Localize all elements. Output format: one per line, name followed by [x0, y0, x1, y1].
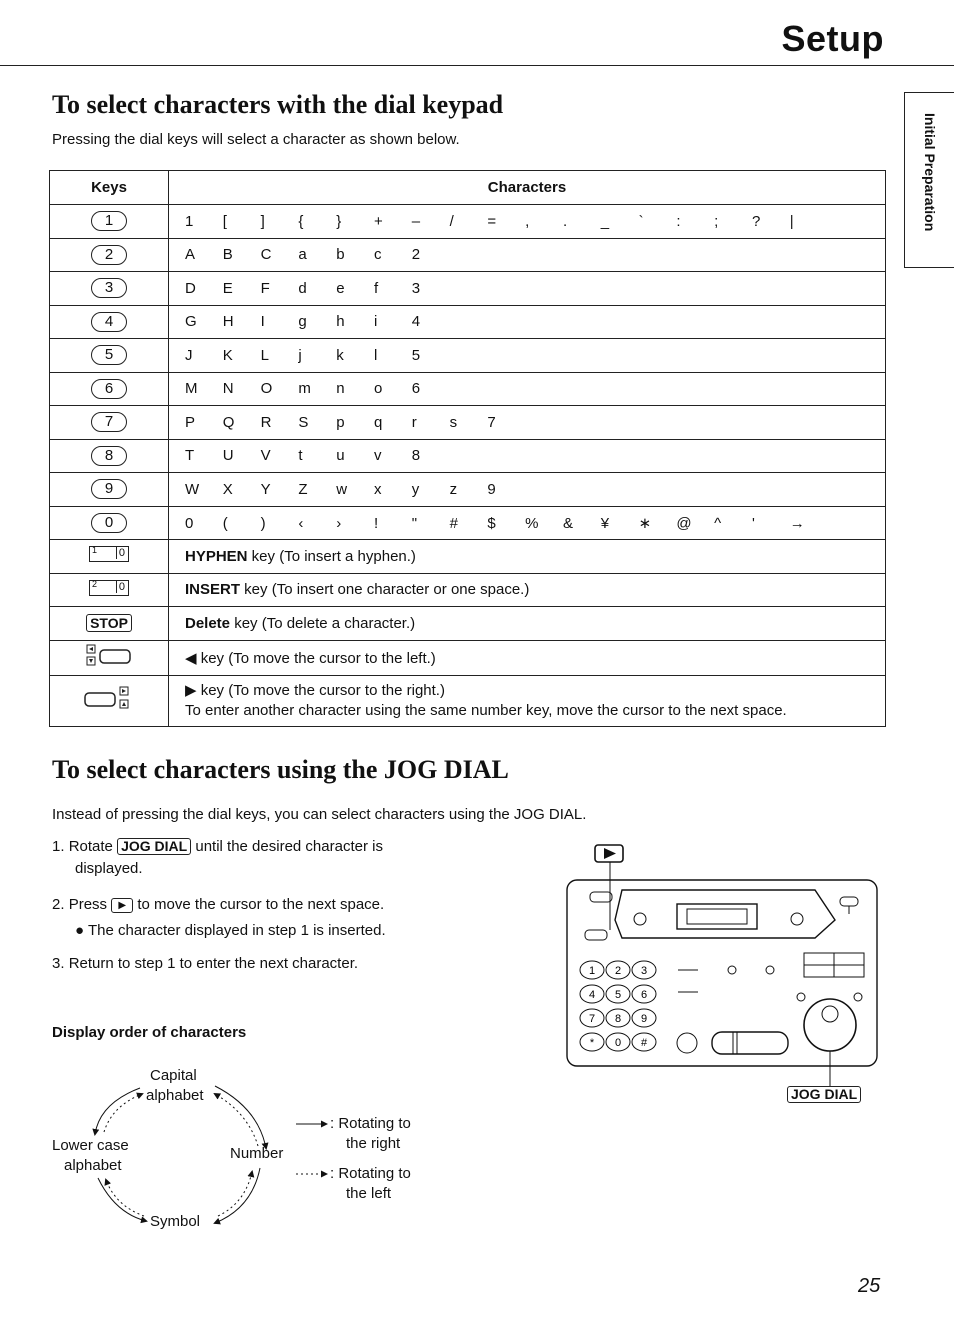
jog-dial-label — [787, 1086, 861, 1104]
insert-key-desc — [169, 573, 886, 607]
right-key-text-2: To enter another character using the same number key, move the cursor to the next space. — [185, 701, 787, 719]
characters-cell — [169, 473, 886, 507]
table-row-left — [50, 640, 886, 675]
character: t — [298, 447, 303, 465]
dotted-arrow-lower-to-capital — [104, 1094, 142, 1132]
character: 3 — [411, 279, 421, 297]
character: ? — [751, 212, 761, 230]
device-key-label: 3 — [640, 965, 648, 977]
step-3-text: Return to step 1 to enter the next character. — [68, 955, 359, 972]
table-row-key-1 — [50, 238, 886, 272]
character: ` — [638, 212, 644, 230]
device-key-label: 1 — [588, 965, 596, 977]
character: D — [185, 279, 196, 297]
key-cell — [50, 205, 169, 239]
character: 7 — [487, 413, 496, 431]
character: % — [525, 514, 539, 532]
characters-cell — [169, 238, 886, 272]
dial-key-icon: 7 — [91, 412, 127, 432]
character: B — [222, 246, 233, 264]
left-key-cell — [50, 640, 169, 675]
character: 0 — [185, 514, 194, 532]
key-cell — [50, 506, 169, 540]
table-row-right — [50, 675, 886, 726]
lcd-screen — [677, 904, 757, 929]
character: m — [298, 380, 311, 398]
character: A — [185, 246, 196, 264]
hyphen-key-icon: 1 0 — [89, 546, 129, 562]
character: P — [185, 413, 196, 431]
character: O — [260, 380, 273, 398]
character: K — [222, 346, 233, 364]
table-row-stop — [50, 607, 886, 641]
insert-key-cell — [50, 573, 169, 607]
character: ; — [714, 212, 719, 230]
table-row-insert — [50, 573, 886, 607]
hyphen-key-cell — [50, 540, 169, 574]
jog-dial-key-label: JOG DIAL — [787, 1086, 861, 1103]
device-key-label: 2 — [614, 965, 622, 977]
character: ^ — [714, 514, 722, 532]
character: s — [449, 413, 458, 431]
character: n — [336, 380, 345, 398]
characters-cell — [169, 205, 886, 239]
left-key-desc: ◀ key (To move the cursor to the left.) — [169, 640, 886, 675]
header-rule — [0, 65, 954, 66]
table-row-key-7 — [50, 439, 886, 473]
character: M — [185, 380, 198, 398]
character: L — [260, 346, 269, 364]
device-key-label: 8 — [614, 1013, 622, 1025]
section1-intro: Pressing the dial keys will select a character as shown below. — [52, 131, 460, 148]
display-panel — [615, 890, 835, 938]
page-number: 25 — [858, 1275, 881, 1297]
character: W — [185, 480, 200, 498]
character: v — [373, 447, 382, 465]
device-key-label: 5 — [614, 989, 622, 1001]
character: J — [185, 346, 193, 364]
character: S — [298, 413, 309, 431]
digit-rows — [50, 205, 886, 540]
characters-cell — [169, 305, 886, 339]
key-cell — [50, 473, 169, 507]
characters-cell — [169, 272, 886, 306]
character: C — [260, 246, 272, 264]
character: u — [336, 447, 345, 465]
step-2-text-a: Press — [68, 896, 112, 913]
character: 6 — [411, 380, 421, 398]
lowercase-label: Lower case — [52, 1137, 129, 1154]
right-arrow-key-icon: ▶ — [111, 898, 133, 913]
step-3 — [52, 955, 358, 972]
character: 8 — [411, 447, 421, 465]
character: 1 — [185, 212, 194, 230]
step-2-text-b: to move the cursor to the next space. — [133, 896, 385, 913]
step-1-text-c: displayed. — [75, 860, 143, 877]
step-2 — [52, 892, 472, 944]
table-row-key-8 — [50, 473, 886, 507]
character: a — [298, 246, 307, 264]
device-key-label: * — [589, 1037, 595, 1049]
character: i — [373, 313, 378, 331]
device-keypad — [580, 961, 656, 1051]
character: j — [298, 346, 302, 364]
character: F — [260, 279, 270, 297]
character: c — [373, 246, 382, 264]
section-title: Setup — [781, 18, 884, 59]
character: 4 — [411, 313, 421, 331]
character: › — [336, 514, 342, 532]
character: ' — [751, 514, 755, 532]
col-header-keys: Keys — [50, 171, 169, 205]
right-cursor-key-icon — [83, 685, 135, 713]
side-tab — [904, 92, 954, 268]
dial-key-icon: 4 — [91, 312, 127, 332]
character: → — [789, 514, 805, 532]
character: l — [373, 346, 378, 364]
arrow-capital-to-lower — [95, 1088, 140, 1134]
stop-key-desc — [169, 607, 886, 641]
section2-title: To select characters using the JOG DIAL — [52, 755, 509, 784]
character: : — [676, 212, 681, 230]
step-3-number: 3. — [52, 955, 65, 972]
number-label: Number — [230, 1145, 284, 1162]
step-2-bullet: ● The character displayed in step 1 is inserted. — [75, 922, 386, 939]
step-1-number: 1. — [52, 838, 65, 855]
table-row-key-9 — [50, 506, 886, 540]
arrow-capital-to-number — [215, 1086, 266, 1148]
character: I — [260, 313, 265, 331]
character: # — [449, 514, 458, 532]
character: x — [373, 480, 382, 498]
character: ) — [260, 514, 266, 532]
table-row-key-2 — [50, 272, 886, 306]
character: r — [411, 413, 417, 431]
character: z — [449, 480, 458, 498]
character: / — [449, 212, 454, 230]
character: ¥ — [600, 514, 610, 532]
character: 9 — [487, 480, 496, 498]
jog-dial-key-inline: JOG DIAL — [117, 838, 191, 855]
character: k — [336, 346, 344, 364]
key-cell — [50, 439, 169, 473]
side-tab-label: Initial Preparation — [922, 113, 938, 232]
character: & — [562, 514, 573, 532]
character: ! — [373, 514, 379, 532]
character: – — [411, 212, 421, 230]
step-1-text-b: until the desired character is — [191, 838, 383, 855]
character: H — [222, 313, 234, 331]
character: G — [185, 313, 197, 331]
stop-key-cell — [50, 607, 169, 641]
character: y — [411, 480, 420, 498]
character: ‹ — [298, 514, 304, 532]
character: ] — [260, 212, 265, 230]
legend-right-2: the right — [346, 1135, 401, 1152]
character: , — [525, 212, 530, 230]
device-body — [567, 880, 877, 1066]
device-key-label: 4 — [588, 989, 596, 1001]
character: E — [222, 279, 233, 297]
character: o — [373, 380, 383, 398]
dial-key-icon: 9 — [91, 479, 127, 499]
device-key-label: 9 — [640, 1013, 648, 1025]
dial-key-icon: 2 — [91, 245, 127, 265]
insert-key-label: INSERT — [185, 581, 241, 599]
key-cell — [50, 238, 169, 272]
col-header-characters: Characters — [169, 171, 886, 205]
insert-key-text: key (To insert one character or one space.) — [240, 581, 530, 599]
character: . — [562, 212, 568, 230]
display-order-title: Display order of characters — [52, 1024, 247, 1041]
legend-left-2: the left — [346, 1185, 392, 1202]
key-cell — [50, 372, 169, 406]
table-row-key-3 — [50, 305, 886, 339]
device-key-label: 0 — [614, 1037, 622, 1049]
right-key-cell — [50, 675, 169, 726]
insert-key-icon: 2 0 — [89, 580, 129, 596]
hyphen-key-label: HYPHEN — [185, 547, 248, 565]
character: b — [336, 246, 345, 264]
legend-left-1: : Rotating to — [330, 1165, 411, 1182]
table-row-key-0 — [50, 205, 886, 239]
key-cell — [50, 305, 169, 339]
hyphen-key-desc — [169, 540, 886, 574]
character: + — [373, 212, 383, 230]
arrow-lower-to-symbol — [98, 1178, 146, 1221]
device-key-label: 7 — [588, 1013, 596, 1025]
character: { — [298, 212, 304, 230]
character: } — [336, 212, 342, 230]
character: Z — [298, 480, 308, 498]
right-key-text-1: ▶ key (To move the cursor to the right.) — [185, 681, 445, 699]
alphabet-label-1: alphabet — [146, 1087, 204, 1104]
characters-cell — [169, 372, 886, 406]
character: $ — [487, 514, 496, 532]
character: | — [789, 212, 794, 230]
dotted-arrow-number-to-capital — [215, 1094, 258, 1146]
section1-title: To select characters with the dial keypad — [52, 90, 504, 119]
step-1-text-a: Rotate — [68, 838, 118, 855]
key-cell — [50, 406, 169, 440]
display-order-diagram — [40, 1058, 460, 1238]
dial-key-icon: 1 — [91, 211, 127, 231]
character: R — [260, 413, 272, 431]
character: w — [336, 480, 348, 498]
character: q — [373, 413, 383, 431]
step-2-number: 2. — [52, 896, 65, 913]
step-1 — [52, 836, 472, 880]
character: [ — [222, 212, 227, 230]
dial-key-icon: 0 — [91, 513, 127, 533]
character: V — [260, 447, 271, 465]
character: 5 — [411, 346, 421, 364]
table-row-key-5 — [50, 372, 886, 406]
character: = — [487, 212, 497, 230]
hyphen-key-text: key (To insert a hyphen.) — [247, 547, 416, 565]
capital-label: Capital — [150, 1067, 197, 1084]
character: ∗ — [638, 514, 652, 532]
character: p — [336, 413, 345, 431]
stop-key-text: key (To delete a character.) — [230, 614, 416, 632]
dial-key-icon: 5 — [91, 345, 127, 365]
character: e — [336, 279, 345, 297]
characters-cell — [169, 406, 886, 440]
character: d — [298, 279, 307, 297]
dial-key-icon: 8 — [91, 446, 127, 466]
stop-key-icon: STOP — [86, 614, 132, 632]
key-character-table — [49, 170, 886, 727]
dotted-arrow-symbol-to-number — [218, 1172, 252, 1216]
dial-key-icon: 3 — [91, 278, 127, 298]
characters-cell — [169, 439, 886, 473]
key-cell — [50, 272, 169, 306]
character: X — [222, 480, 233, 498]
character: _ — [600, 212, 610, 230]
fax-device-illustration — [560, 842, 890, 1107]
character: Y — [260, 480, 271, 498]
character: f — [373, 279, 379, 297]
delete-label: Delete — [185, 614, 231, 632]
character: @ — [676, 514, 692, 532]
character: T — [185, 447, 195, 465]
character: ( — [222, 514, 228, 532]
dial-key-icon: 6 — [91, 379, 127, 399]
table-row-key-6 — [50, 406, 886, 440]
device-key-label: # — [640, 1037, 648, 1049]
key-cell — [50, 339, 169, 373]
characters-cell — [169, 506, 886, 540]
table-row-hyphen — [50, 540, 886, 574]
symbol-label: Symbol — [150, 1213, 201, 1230]
alphabet-label-2: alphabet — [64, 1157, 122, 1174]
arrow-number-to-symbol — [215, 1168, 260, 1223]
left-cursor-key-icon — [84, 643, 134, 669]
dotted-arrow-symbol-to-lower — [106, 1180, 144, 1216]
character: g — [298, 313, 307, 331]
character: " — [411, 514, 418, 532]
character: Q — [222, 413, 235, 431]
character: U — [222, 447, 234, 465]
table-row-key-4 — [50, 339, 886, 373]
right-key-desc — [169, 675, 886, 726]
characters-cell — [169, 339, 886, 373]
character: 2 — [411, 246, 421, 264]
jog-dial-icon — [804, 999, 856, 1051]
device-key-label: 6 — [640, 989, 648, 1001]
character: h — [336, 313, 345, 331]
legend-right-1: : Rotating to — [330, 1115, 411, 1132]
section2-intro: Instead of pressing the dial keys, you can select characters using the JOG DIAL. — [52, 806, 587, 823]
character: N — [222, 380, 234, 398]
